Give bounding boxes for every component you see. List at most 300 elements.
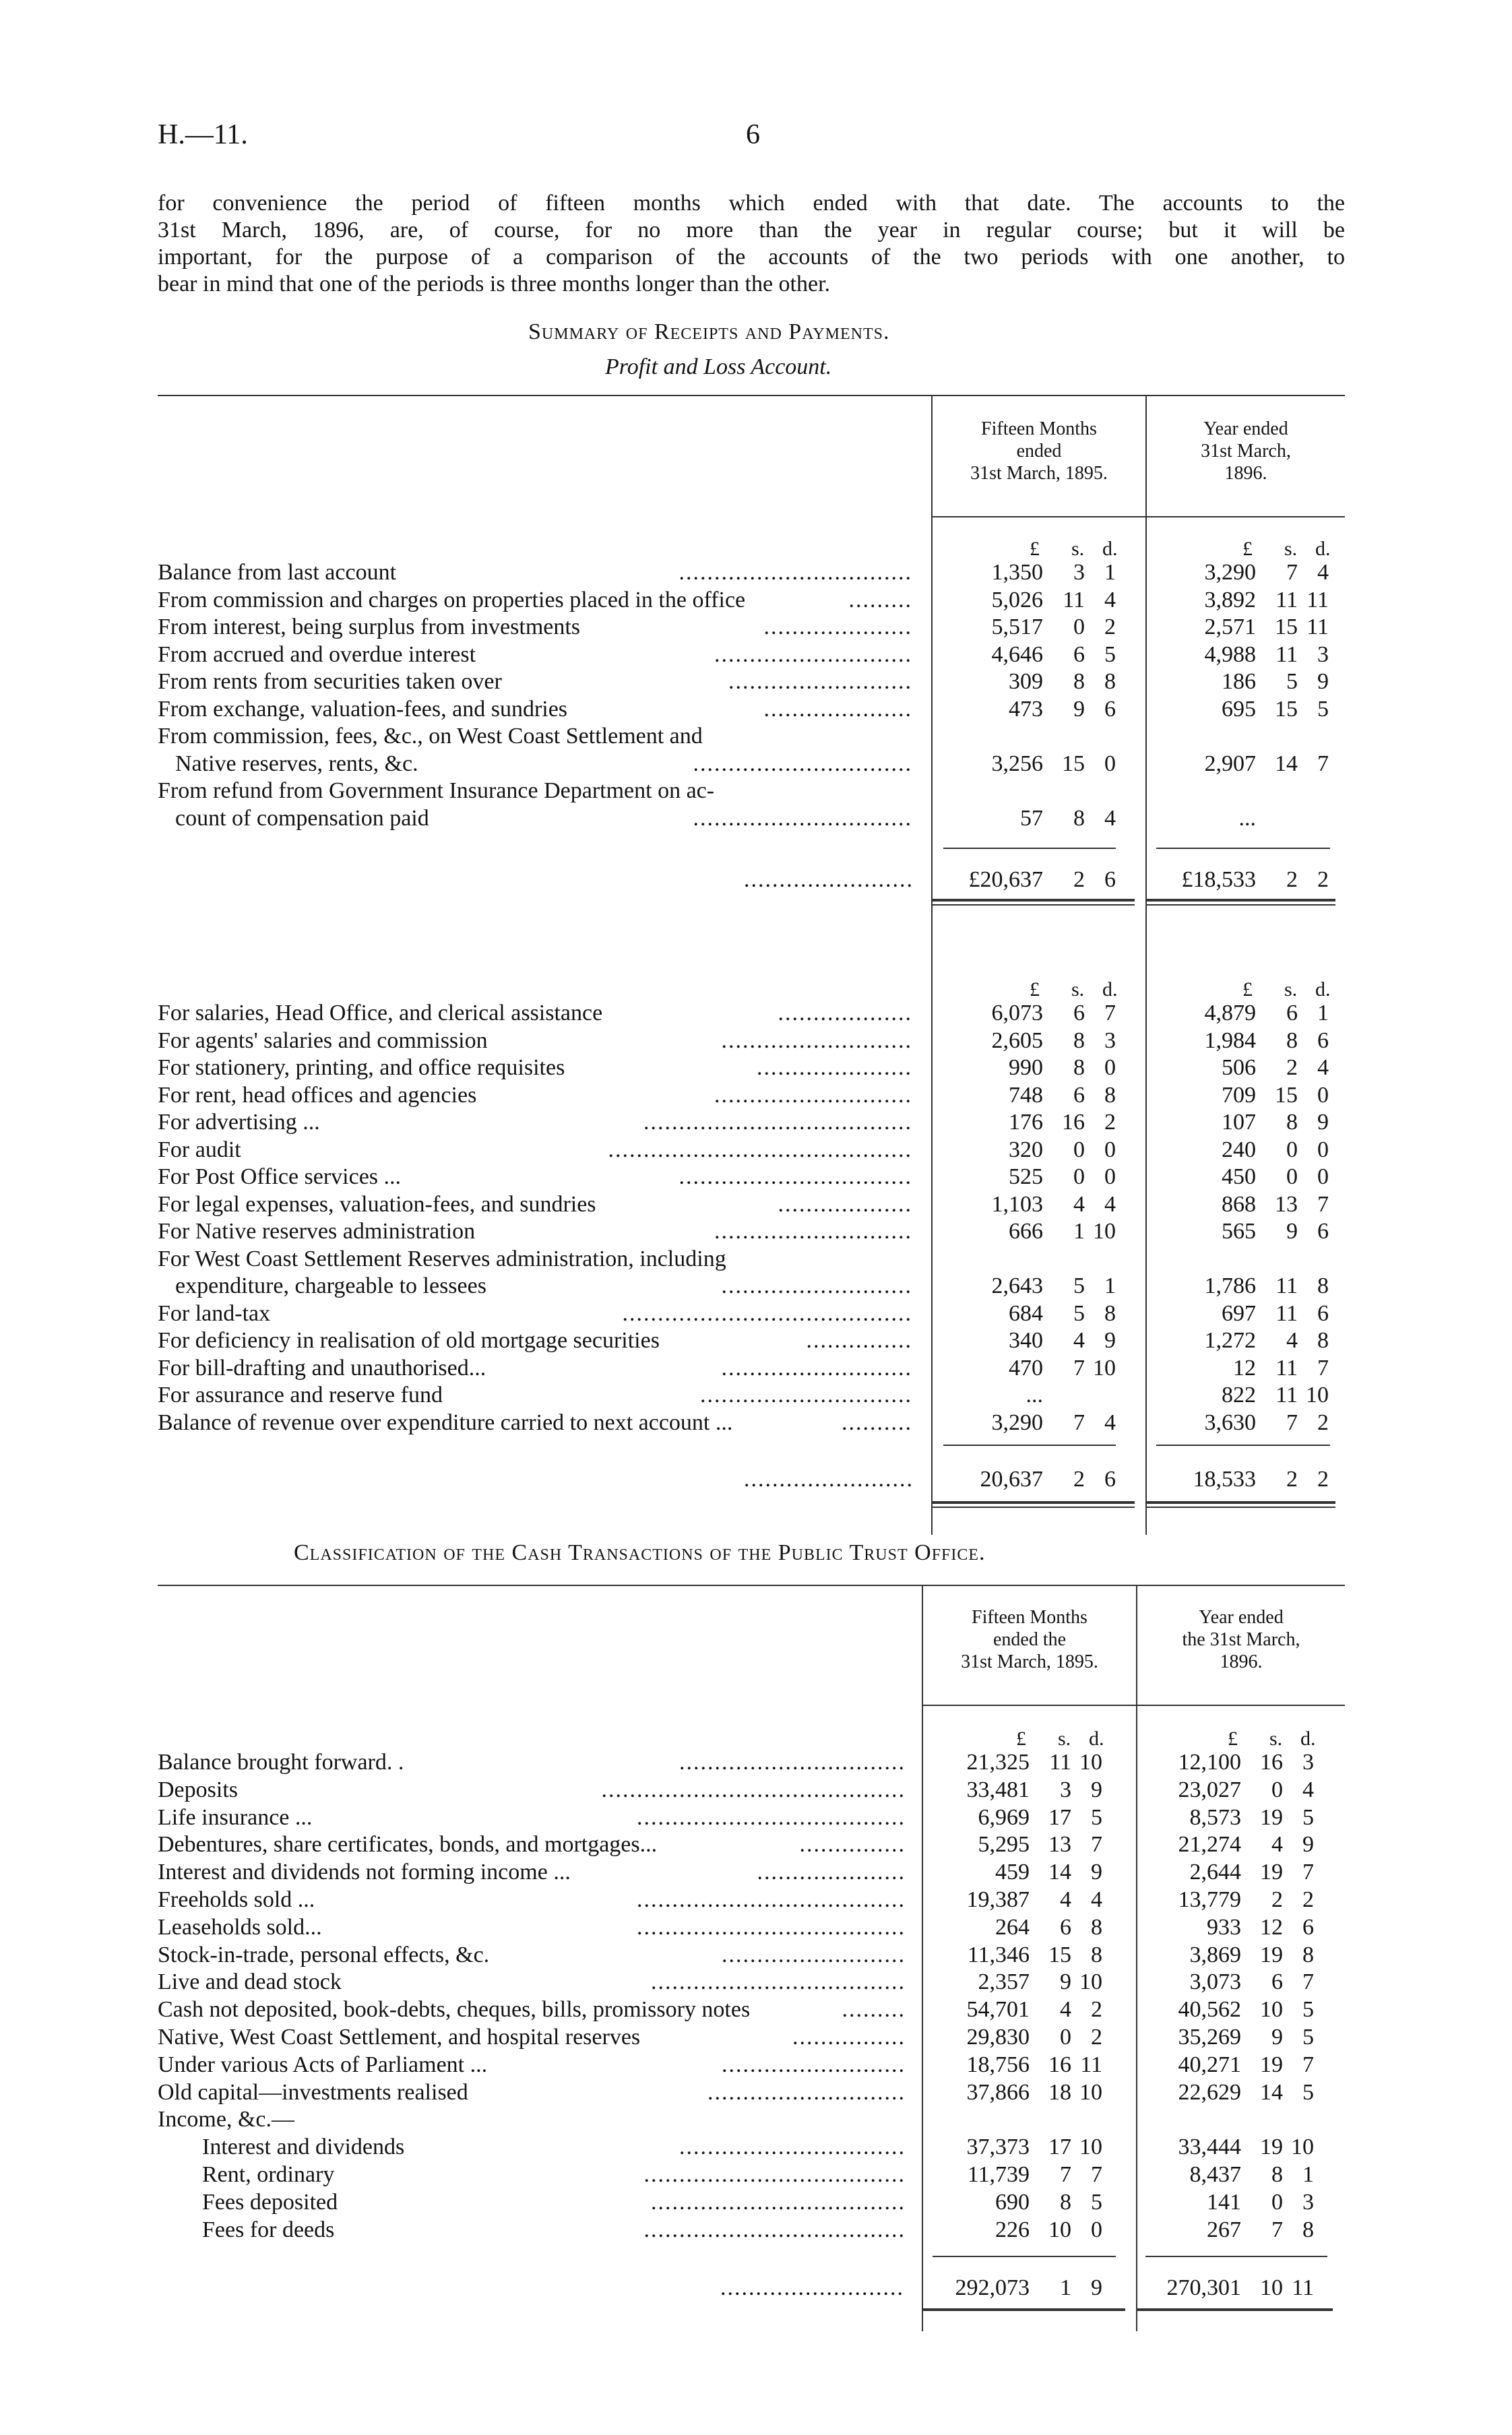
payment-label: For West Coast Settlement Reserves administration, including [158, 1246, 726, 1271]
payment-label: For agents' salaries and commission [158, 1027, 488, 1053]
leader-dots: ......................................... [622, 1300, 912, 1326]
amount-1896-pounds: 3,630 [1204, 1410, 1256, 1435]
unit-header: £ [1030, 538, 1040, 560]
amount-1896-shillings: 4 [1271, 1832, 1283, 1858]
total-1896-shillings: 10 [1260, 2275, 1283, 2300]
amount-1896-pence: 7 [1317, 1191, 1329, 1217]
payment-label: For audit [158, 1137, 241, 1162]
amount-1895-pence: 11 [1080, 2052, 1102, 2077]
intro-line: bear in mind that one of the periods is three months longer than the other. [158, 272, 831, 296]
receipts-double-rule-1896b [1147, 904, 1335, 906]
leader-dots: .......................... [728, 669, 912, 694]
amount-1895-pence: 2 [1104, 1110, 1116, 1135]
summary-title: Summary of Receipts and Payments. [528, 319, 890, 344]
leader-dots: ...................................... [636, 1914, 906, 1940]
leader-dots: ................................ [679, 2134, 906, 2160]
leader-dots: .................................... [650, 2189, 906, 2215]
unit-header: d. [1102, 538, 1118, 560]
amount-1895-pounds: 5,295 [978, 1832, 1030, 1858]
amount-1895-pounds: 459 [995, 1860, 1030, 1885]
amount-1895-shillings: 0 [1060, 2025, 1071, 2050]
amount-1896-pounds: 35,269 [1178, 2025, 1241, 2050]
unit-header: £ [1242, 978, 1253, 1001]
payment-amounts [0, 1218, 1512, 1245]
col-header-line: 31st March, [1201, 441, 1291, 462]
leader-dots: ......... [848, 587, 912, 612]
col-header-line: the 31st March, [1182, 1629, 1300, 1650]
amount-1896-shillings: 11 [1275, 1355, 1298, 1381]
amount-1895-pence: 8 [1104, 1082, 1116, 1108]
amount-1896-pence: 8 [1302, 2217, 1314, 2242]
leader-dots: .......................... [721, 2052, 906, 2077]
amount-1896-pence: 6 [1317, 1219, 1329, 1244]
amount-1896-pounds: 267 [1207, 2217, 1241, 2242]
leader-dots: ........................... [721, 1355, 912, 1381]
amount-1896-shillings: 10 [1260, 1997, 1283, 2023]
classification-amounts [0, 2052, 1512, 2079]
amount-1895-pence: 6 [1104, 696, 1116, 722]
amount-1895-pounds: 5,517 [991, 614, 1043, 639]
amount-1895-pounds: 2,605 [991, 1027, 1043, 1053]
amount-1895-pence: 9 [1091, 1860, 1102, 1885]
amount-1895-pence: 2 [1091, 1997, 1102, 2023]
leader-dots: ........................................... [608, 1137, 912, 1162]
receipt-row [158, 723, 916, 750]
classification-label: Live and dead stock [158, 1969, 342, 1995]
classification-top-rule [158, 1585, 1345, 1586]
amount-1896-pounds: 565 [1222, 1219, 1256, 1244]
leader-dots: ............................... [693, 805, 912, 831]
amount-1895-pounds: 1,350 [991, 560, 1043, 585]
amount-1895-shillings: 6 [1060, 1914, 1071, 1940]
amount-1896-pounds: 506 [1222, 1055, 1256, 1080]
summary-col1-header [933, 418, 1145, 484]
leader-dots: ................................ [679, 1750, 906, 1775]
amount-1895-pounds: 320 [1009, 1137, 1043, 1162]
payment-label: For salaries, Head Office, and clerical assistance [158, 1001, 603, 1025]
classification-total-rule-1896 [1145, 2256, 1327, 2257]
payments-total-rule-1895 [943, 1445, 1116, 1446]
amount-1895-shillings: 8 [1073, 669, 1085, 694]
classification-label: Deposits [158, 1777, 238, 1802]
amount-1896-pounds: 21,274 [1178, 1832, 1241, 1858]
classification-amounts [0, 1859, 1512, 1886]
amount-1895-pounds: 690 [995, 2189, 1030, 2215]
amount-1895-pounds: 990 [1009, 1055, 1043, 1080]
amount-1895-pence: 10 [1079, 2134, 1102, 2160]
total-1896-pounds: 18,533 [1193, 1467, 1256, 1492]
summary-top-rule [158, 395, 1345, 396]
unit-header: £ [1242, 538, 1253, 560]
amount-1895-pence: 0 [1104, 1164, 1116, 1189]
receipt-amounts [0, 587, 1512, 614]
amount-1895-pence: 2 [1091, 2025, 1102, 2050]
amount-1895-shillings: 4 [1060, 1887, 1071, 1912]
payment-label: For bill-drafting and unauthorised... [158, 1355, 486, 1381]
classification-label: Old capital—investments realised [158, 2079, 468, 2105]
amount-1896-pounds: 40,271 [1178, 2052, 1241, 2077]
amount-1896-shillings: 11 [1275, 1273, 1298, 1298]
amount-1895-shillings: 11 [1049, 1750, 1071, 1775]
amount-1895-pence: 10 [1079, 2079, 1102, 2105]
amount-1895-pounds: 176 [1009, 1110, 1043, 1135]
classification-amounts [0, 2189, 1512, 2216]
receipt-label: From commission and charges on properties placed in the office [158, 587, 746, 612]
amount-1896-pounds: 3,869 [1189, 1942, 1241, 1967]
amount-1896-pence: 1 [1317, 1001, 1329, 1025]
amount-1896-pounds: 141 [1207, 2189, 1241, 2215]
leader-dots: ............................ [714, 1219, 912, 1244]
classification-label: Cash not deposited, book-debts, cheques, bills, promissory notes [158, 1997, 751, 2023]
receipt-label: From accrued and overdue interest [158, 641, 476, 667]
amount-1895-pence: 0 [1104, 751, 1116, 776]
amount-1896-shillings: 15 [1275, 696, 1298, 722]
amount-1896-shillings: 8 [1286, 1027, 1298, 1053]
receipts-double-rule-1896 [1147, 899, 1335, 902]
amount-1895-pounds: 525 [1009, 1164, 1043, 1189]
amount-1895-shillings: 5 [1073, 1273, 1085, 1298]
total-1896-pounds: £18,533 [1181, 867, 1256, 892]
amount-1895-shillings: 7 [1073, 1410, 1085, 1435]
leader-dots: ............................... [693, 751, 912, 776]
classification-double-rule-1895 [923, 2308, 1125, 2311]
leader-dots: ...................................... [643, 1110, 912, 1135]
receipt-label: From rents from securities taken over [158, 669, 502, 694]
amount-1895-shillings: 11 [1063, 587, 1085, 612]
amount-1895-shillings: 4 [1073, 1191, 1085, 1217]
amount-1896-pence: 7 [1317, 751, 1329, 776]
amount-1896-pounds: 3,892 [1204, 587, 1256, 612]
amount-1895-pence: 4 [1091, 1887, 1102, 1912]
amount-1895-pence: 9 [1091, 1777, 1102, 1802]
amount-1896-pounds: 12,100 [1178, 1750, 1241, 1775]
unit-header: d. [1102, 978, 1118, 1001]
classification-amounts [0, 1749, 1512, 1776]
leader-dots: ................................. [679, 560, 912, 585]
amount-1896-pence: 5 [1302, 1997, 1314, 2023]
amount-1895-pence: 7 [1091, 2162, 1102, 2187]
amount-1895-pounds: 470 [1009, 1355, 1043, 1381]
classification-label: Fees deposited [202, 2189, 338, 2215]
amount-1895-pence: 8 [1104, 669, 1116, 694]
amount-1896-pounds: 107 [1222, 1110, 1256, 1135]
total-1896-pence: 2 [1317, 867, 1329, 892]
amount-1895-shillings: 9 [1060, 1969, 1071, 1995]
amount-1895-pence: 10 [1093, 1355, 1116, 1381]
amount-1896-pounds: 186 [1222, 669, 1256, 694]
amount-1896-pounds: 1,272 [1204, 1328, 1256, 1353]
amount-1895-pounds: 11,346 [967, 1942, 1030, 1967]
leader-dots: ............................ [707, 2079, 906, 2105]
amount-1895-pence: 4 [1104, 587, 1116, 612]
amount-1896-pounds: 2,571 [1204, 614, 1256, 639]
amount-1896-pence: 1 [1302, 2162, 1314, 2187]
payment-amounts [0, 1327, 1512, 1354]
leader-dots: ................ [792, 2025, 906, 2050]
amount-1895-pounds: 684 [1009, 1300, 1043, 1326]
amount-1895-shillings: 8 [1060, 2189, 1071, 2215]
unit-header: £ [1228, 1728, 1238, 1750]
classification-col2-header [1137, 1606, 1345, 1673]
amount-1896-pounds: 8,437 [1189, 2162, 1241, 2187]
classification-label: Interest and dividends not forming income ... [158, 1860, 571, 1885]
amount-1896-pence: 7 [1302, 1969, 1314, 1995]
amount-1896-shillings: 14 [1275, 751, 1298, 776]
intro-paragraph [158, 190, 1345, 298]
amount-1895-pounds: 6,073 [991, 1001, 1043, 1025]
col-header-line: 1896. [1224, 463, 1267, 484]
amount-1895-pence: 10 [1093, 1219, 1116, 1244]
unit-header: s. [1071, 978, 1085, 1001]
amount-1896-pence: 7 [1302, 2052, 1314, 2077]
leader-dots: ........................................... [601, 1777, 906, 1802]
leader-dots: ........................... [721, 1027, 912, 1053]
amount-1895-shillings: 4 [1060, 1997, 1071, 2023]
amount-1895-pounds: 2,357 [978, 1969, 1030, 1995]
payment-label: For deficiency in realisation of old mortgage securities [158, 1328, 660, 1353]
payment-amounts [0, 1410, 1512, 1436]
amount-1896-shillings: 9 [1271, 2025, 1283, 2050]
amount-1896-pounds: 933 [1207, 1914, 1241, 1940]
amount-1895-pence: 8 [1104, 1300, 1116, 1326]
amount-1895-shillings: 7 [1060, 2162, 1071, 2187]
receipt-label: From commission, fees, &c., on West Coast Settlement and [158, 724, 703, 749]
amount-1896-pounds: 12 [1233, 1355, 1256, 1381]
amount-1895-pence: 4 [1104, 1410, 1116, 1435]
total-1896-pence: 11 [1292, 2275, 1314, 2300]
receipt-amounts [0, 559, 1512, 586]
leader-dots: ............... [799, 1832, 906, 1858]
receipt-amounts [0, 668, 1512, 695]
payment-label: For assurance and reserve fund [158, 1383, 443, 1408]
payment-amounts [0, 1191, 1512, 1218]
payment-label: For advertising ... [158, 1110, 320, 1135]
unit-header: s. [1284, 538, 1298, 560]
amount-1895-pence: 2 [1104, 614, 1116, 639]
amount-1896-pence: 5 [1317, 696, 1329, 722]
col-header-line: Fifteen Months [972, 1607, 1088, 1628]
amount-1895-shillings: 17 [1048, 2134, 1071, 2160]
leader-dots: ..................................... [643, 2162, 906, 2187]
receipts-total-rule-1896 [1156, 848, 1330, 849]
leader-dots: ......... [842, 1997, 906, 2023]
total-1895-pence: 9 [1091, 2275, 1102, 2300]
amount-1896-pounds: 3,073 [1189, 1969, 1241, 1995]
leader-dots: ............... [806, 1328, 912, 1353]
amount-1896-shillings: 11 [1275, 641, 1298, 667]
receipt-amounts [0, 696, 1512, 723]
amount-1895-pence: 8 [1091, 1914, 1102, 1940]
unit-header: £ [1016, 1728, 1026, 1750]
total-1895-pence: 6 [1104, 867, 1116, 892]
amount-1896-pence: 0 [1317, 1137, 1329, 1162]
classification-label: Freeholds sold ... [158, 1887, 315, 1912]
receipt-label: From refund from Government Insurance Department on ac- [158, 778, 715, 803]
col-header-line: 31st March, 1895. [961, 1651, 1098, 1672]
leader-dots: ...................... [756, 1055, 912, 1080]
classification-label: Native, West Coast Settlement, and hospital reserves [158, 2025, 641, 2050]
amount-1896-pence: 8 [1317, 1328, 1329, 1353]
intro-line: important, for the purpose of a comparison of the accounts of the two periods with one another, to [158, 245, 1345, 270]
leader-dots: ............................ [714, 641, 912, 667]
classification-label: Income, &c.— [158, 2107, 294, 2132]
amount-1896-shillings: 19 [1260, 2052, 1283, 2077]
classification-amounts [0, 2106, 1512, 2133]
amount-1896-pounds: 2,907 [1204, 751, 1256, 776]
page-reference: H.—11. [158, 119, 248, 150]
leader-dots: ..................................... [643, 2217, 906, 2242]
leader-dots: ................... [778, 1001, 912, 1025]
classification-label: Rent, ordinary [202, 2162, 335, 2187]
amount-1895-shillings: 3 [1060, 1777, 1071, 1802]
amount-1895-shillings: 15 [1048, 1942, 1071, 1967]
intro-line: 31st March, 1896, are, of course, for no more than the year in regular course; but it will be [158, 218, 1345, 243]
payments-double-rule-1896 [1147, 1501, 1335, 1504]
amount-1896-pounds: 709 [1222, 1082, 1256, 1108]
amount-1896-shillings: 2 [1271, 1887, 1283, 1912]
amount-1896-pounds: 240 [1222, 1137, 1256, 1162]
classification-label: Debentures, share certificates, bonds, and mortgages... [158, 1832, 658, 1858]
payments-double-rule-1895 [933, 1501, 1135, 1504]
amount-1895-pounds: 19,387 [966, 1887, 1030, 1912]
amount-1896-pounds: 23,027 [1178, 1777, 1241, 1802]
receipt-amounts [0, 641, 1512, 668]
payment-label: For Native reserves administration [158, 1219, 476, 1244]
leader-dots: ..................... [763, 696, 912, 722]
amount-1896-shillings: 0 [1286, 1164, 1298, 1189]
amount-1895-shillings: 1 [1073, 1219, 1085, 1244]
amount-1895-pounds: 5,026 [991, 587, 1043, 612]
amount-1895-pounds: 2,643 [991, 1273, 1043, 1298]
receipts-double-rule-1895b [933, 904, 1135, 906]
classification-amounts [0, 2134, 1512, 2161]
total-1895-shillings: 2 [1073, 1467, 1085, 1492]
amount-1895-pence: 4 [1104, 1191, 1116, 1217]
amount-1895-shillings: 7 [1073, 1355, 1085, 1381]
col-header-line: Fifteen Months [981, 418, 1097, 439]
leader-dots: ................... [778, 1191, 912, 1217]
amount-1895-shillings: 8 [1073, 1055, 1085, 1080]
total-1895-shillings: 1 [1060, 2275, 1071, 2300]
amount-1895-pence: 5 [1091, 2189, 1102, 2215]
amount-1896-pounds: 697 [1222, 1300, 1256, 1326]
receipt-row [158, 778, 916, 804]
payment-amounts [0, 1164, 1512, 1191]
amount-1896-shillings: 7 [1286, 1410, 1298, 1435]
amount-1896-shillings: 19 [1260, 1804, 1283, 1830]
classification-amounts [0, 1831, 1512, 1858]
payment-amounts [0, 1082, 1512, 1109]
amount-1896-shillings: 12 [1260, 1914, 1283, 1940]
amount-1896-pounds: ... [1238, 805, 1256, 831]
amount-1896-pence: 6 [1317, 1027, 1329, 1053]
amount-1896-pounds: 4,879 [1204, 1001, 1256, 1025]
amount-1895-shillings: 3 [1073, 560, 1085, 585]
leader-dots: ..................... [757, 1860, 906, 1885]
classification-label: Life insurance ... [158, 1804, 313, 1830]
leader-dots: .......................... [720, 2275, 904, 2300]
amount-1896-pence: 0 [1317, 1164, 1329, 1189]
amount-1896-shillings: 16 [1260, 1750, 1283, 1775]
amount-1896-pence: 4 [1317, 560, 1329, 585]
amount-1896-pence: 10 [1291, 2134, 1314, 2160]
amount-1895-pounds: 37,373 [966, 2134, 1030, 2160]
amount-1895-shillings: 6 [1073, 1082, 1085, 1108]
amount-1895-pence: 1 [1104, 1273, 1116, 1298]
total-1896-shillings: 2 [1286, 867, 1298, 892]
amount-1896-pence: 5 [1302, 2025, 1314, 2050]
amount-1896-shillings: 11 [1275, 587, 1298, 612]
payment-row [158, 1246, 916, 1273]
amount-1896-pounds: 695 [1222, 696, 1256, 722]
amount-1895-pounds: ... [1026, 1383, 1043, 1408]
amount-1896-shillings: 8 [1271, 2162, 1283, 2187]
amount-1896-pounds: 1,984 [1204, 1027, 1256, 1053]
total-1895-pence: 6 [1104, 1467, 1116, 1492]
payment-label: expenditure, chargeable to lessees [175, 1273, 486, 1298]
amount-1895-pounds: 226 [995, 2217, 1030, 2242]
total-1896-pence: 2 [1317, 1467, 1329, 1492]
amount-1896-pence: 4 [1302, 1777, 1314, 1802]
summary-col2-header [1147, 418, 1345, 484]
amount-1896-shillings: 7 [1271, 2217, 1283, 2242]
amount-1896-pence: 9 [1317, 669, 1329, 694]
amount-1895-shillings: 4 [1073, 1328, 1085, 1353]
amount-1895-shillings: 6 [1073, 1001, 1085, 1025]
classification-total-row [0, 2275, 1512, 2302]
amount-1896-shillings: 11 [1275, 1300, 1298, 1326]
amount-1896-pence: 4 [1317, 1055, 1329, 1080]
receipt-amounts [0, 805, 1512, 832]
amount-1896-shillings: 11 [1275, 1383, 1298, 1408]
classification-amounts [0, 1969, 1512, 1996]
amount-1895-pounds: 666 [1009, 1219, 1043, 1244]
amount-1896-shillings: 0 [1271, 1777, 1283, 1802]
amount-1895-shillings: 0 [1073, 1164, 1085, 1189]
col-header-line: ended the [993, 1629, 1067, 1650]
amount-1895-shillings: 8 [1073, 805, 1085, 831]
amount-1896-pounds: 40,562 [1178, 1997, 1241, 2023]
amount-1895-pence: 10 [1079, 1969, 1102, 1995]
payment-amounts [0, 1000, 1512, 1027]
total-1896-shillings: 2 [1286, 1467, 1298, 1492]
amount-1895-pence: 0 [1091, 2217, 1102, 2242]
unit-header: s. [1071, 538, 1085, 560]
amount-1896-pence: 6 [1302, 1914, 1314, 1940]
amount-1895-pence: 10 [1079, 1750, 1102, 1775]
col-header-line: Year ended [1203, 418, 1288, 439]
amount-1895-pounds: 473 [1009, 696, 1043, 722]
amount-1895-pounds: 3,290 [991, 1410, 1043, 1435]
amount-1896-pounds: 822 [1222, 1383, 1256, 1408]
payments-double-rule-1896b [1147, 1507, 1335, 1508]
amount-1896-pence: 9 [1317, 1110, 1329, 1135]
amount-1895-pence: 1 [1104, 560, 1116, 585]
amount-1896-pounds: 22,629 [1178, 2079, 1241, 2105]
amount-1896-pence: 6 [1317, 1300, 1329, 1326]
amount-1896-shillings: 6 [1286, 1001, 1298, 1025]
amount-1896-pounds: 450 [1222, 1164, 1256, 1189]
payment-label: For stationery, printing, and office requisites [158, 1055, 565, 1080]
amount-1895-shillings: 18 [1048, 2079, 1071, 2105]
payments-total-rule-1896 [1156, 1445, 1330, 1446]
amount-1895-pence: 5 [1091, 1804, 1102, 1830]
classification-amounts [0, 1942, 1512, 1969]
amount-1895-pounds: 21,325 [966, 1750, 1030, 1775]
receipt-label: From interest, being surplus from investments [158, 614, 581, 639]
receipt-amounts [0, 614, 1512, 641]
amount-1895-pounds: 1,103 [991, 1191, 1043, 1217]
